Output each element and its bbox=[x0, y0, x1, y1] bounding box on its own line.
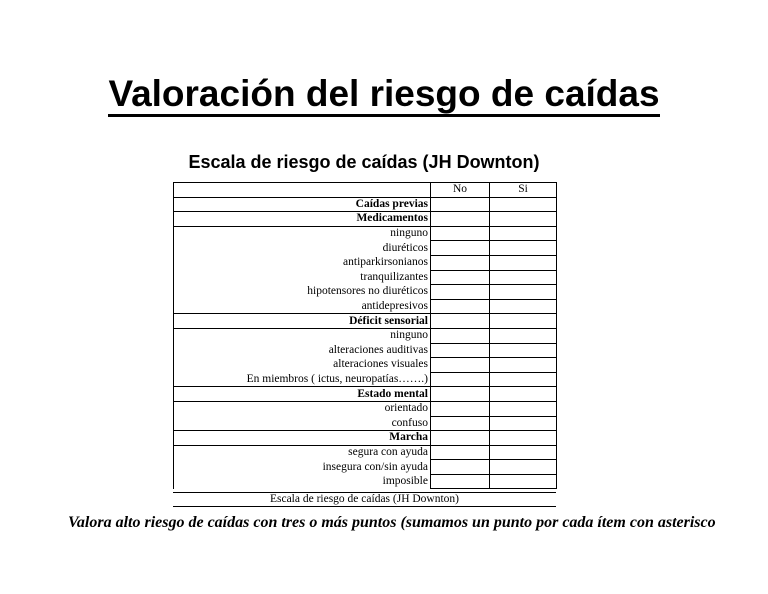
answer-cell-si bbox=[490, 474, 557, 489]
answer-cell-si bbox=[490, 255, 557, 270]
item-label: En miembros ( ictus, neuropatías…….) bbox=[174, 372, 431, 387]
item-row bbox=[174, 358, 557, 373]
item-row bbox=[174, 474, 557, 489]
answer-cell-si bbox=[490, 460, 557, 475]
section-label: Medicamentos bbox=[174, 212, 431, 227]
answer-cell-no bbox=[431, 358, 490, 373]
section-label: Caídas previas bbox=[174, 197, 431, 212]
answer-cell-si bbox=[490, 401, 557, 416]
answer-cell-no bbox=[431, 226, 490, 241]
item-row bbox=[174, 299, 557, 314]
answer-cell-no bbox=[431, 460, 490, 475]
item-row bbox=[174, 270, 557, 285]
item-label: ninguno bbox=[174, 328, 431, 343]
answer-cell-no bbox=[431, 431, 490, 446]
item-row bbox=[174, 285, 557, 300]
item-row bbox=[174, 445, 557, 460]
item-row bbox=[174, 226, 557, 241]
answer-cell-si bbox=[490, 299, 557, 314]
answer-cell-si bbox=[490, 358, 557, 373]
answer-cell-no bbox=[431, 241, 490, 256]
item-label: orientado bbox=[174, 401, 431, 416]
section-label: Déficit sensorial bbox=[174, 314, 431, 329]
answer-cell-no bbox=[431, 328, 490, 343]
answer-cell-no bbox=[431, 445, 490, 460]
item-row bbox=[174, 460, 557, 475]
item-label: alteraciones visuales bbox=[174, 358, 431, 373]
item-label: alteraciones auditivas bbox=[174, 343, 431, 358]
answer-cell-si bbox=[490, 445, 557, 460]
answer-cell-si bbox=[490, 285, 557, 300]
item-row bbox=[174, 416, 557, 431]
page-title-text: Valoración del riesgo de caídas bbox=[108, 73, 659, 117]
section-row bbox=[174, 387, 557, 402]
item-row bbox=[174, 372, 557, 387]
answer-cell-si bbox=[490, 387, 557, 402]
table-caption: Escala de riesgo de caídas (JH Downton) bbox=[173, 492, 556, 506]
answer-cell-no bbox=[431, 474, 490, 489]
answer-cell-no bbox=[431, 299, 490, 314]
answer-cell-no bbox=[431, 343, 490, 358]
item-label: hipotensores no diuréticos bbox=[174, 285, 431, 300]
answer-cell-si bbox=[490, 241, 557, 256]
answer-cell-si bbox=[490, 314, 557, 329]
answer-cell-si bbox=[490, 328, 557, 343]
assessment-note: Valora alto riesgo de caídas con tres o más puntos (sumamos un punto por cada ítem con asterisco bbox=[68, 514, 716, 531]
answer-cell-no bbox=[431, 372, 490, 387]
answer-cell-si bbox=[490, 431, 557, 446]
header-blank-cell bbox=[174, 183, 431, 198]
item-row bbox=[174, 241, 557, 256]
item-row bbox=[174, 328, 557, 343]
answer-cell-no bbox=[431, 255, 490, 270]
item-label: insegura con/sin ayuda bbox=[174, 460, 431, 475]
section-row bbox=[174, 212, 557, 227]
item-row bbox=[174, 255, 557, 270]
answer-cell-si bbox=[490, 226, 557, 241]
page-title bbox=[0, 72, 768, 116]
section-row bbox=[174, 314, 557, 329]
item-label: segura con ayuda bbox=[174, 445, 431, 460]
answer-cell-si bbox=[490, 343, 557, 358]
answer-cell-no bbox=[431, 314, 490, 329]
answer-cell-si bbox=[490, 197, 557, 212]
item-label: antiparkirsonianos bbox=[174, 255, 431, 270]
section-row bbox=[174, 431, 557, 446]
header-no: No bbox=[431, 183, 490, 198]
header-si: Si bbox=[490, 183, 557, 198]
item-label: antidepresivos bbox=[174, 299, 431, 314]
item-label: diuréticos bbox=[174, 241, 431, 256]
item-row bbox=[174, 343, 557, 358]
answer-cell-no bbox=[431, 416, 490, 431]
item-label: tranquilizantes bbox=[174, 270, 431, 285]
answer-cell-no bbox=[431, 197, 490, 212]
answer-cell-no bbox=[431, 387, 490, 402]
item-row bbox=[174, 401, 557, 416]
item-label: ninguno bbox=[174, 226, 431, 241]
section-label: Estado mental bbox=[174, 387, 431, 402]
caption-underline bbox=[173, 506, 556, 507]
answer-cell-si bbox=[490, 416, 557, 431]
answer-cell-no bbox=[431, 212, 490, 227]
answer-cell-no bbox=[431, 270, 490, 285]
answer-cell-si bbox=[490, 270, 557, 285]
section-row bbox=[174, 197, 557, 212]
downton-scale-table bbox=[173, 182, 557, 489]
answer-cell-no bbox=[431, 401, 490, 416]
item-label: confuso bbox=[174, 416, 431, 431]
table-subtitle: Escala de riesgo de caídas (JH Downton) bbox=[188, 152, 540, 172]
item-label: imposible bbox=[174, 474, 431, 489]
section-label: Marcha bbox=[174, 431, 431, 446]
table-header-row bbox=[174, 183, 557, 198]
answer-cell-si bbox=[490, 212, 557, 227]
answer-cell-no bbox=[431, 285, 490, 300]
answer-cell-si bbox=[490, 372, 557, 387]
